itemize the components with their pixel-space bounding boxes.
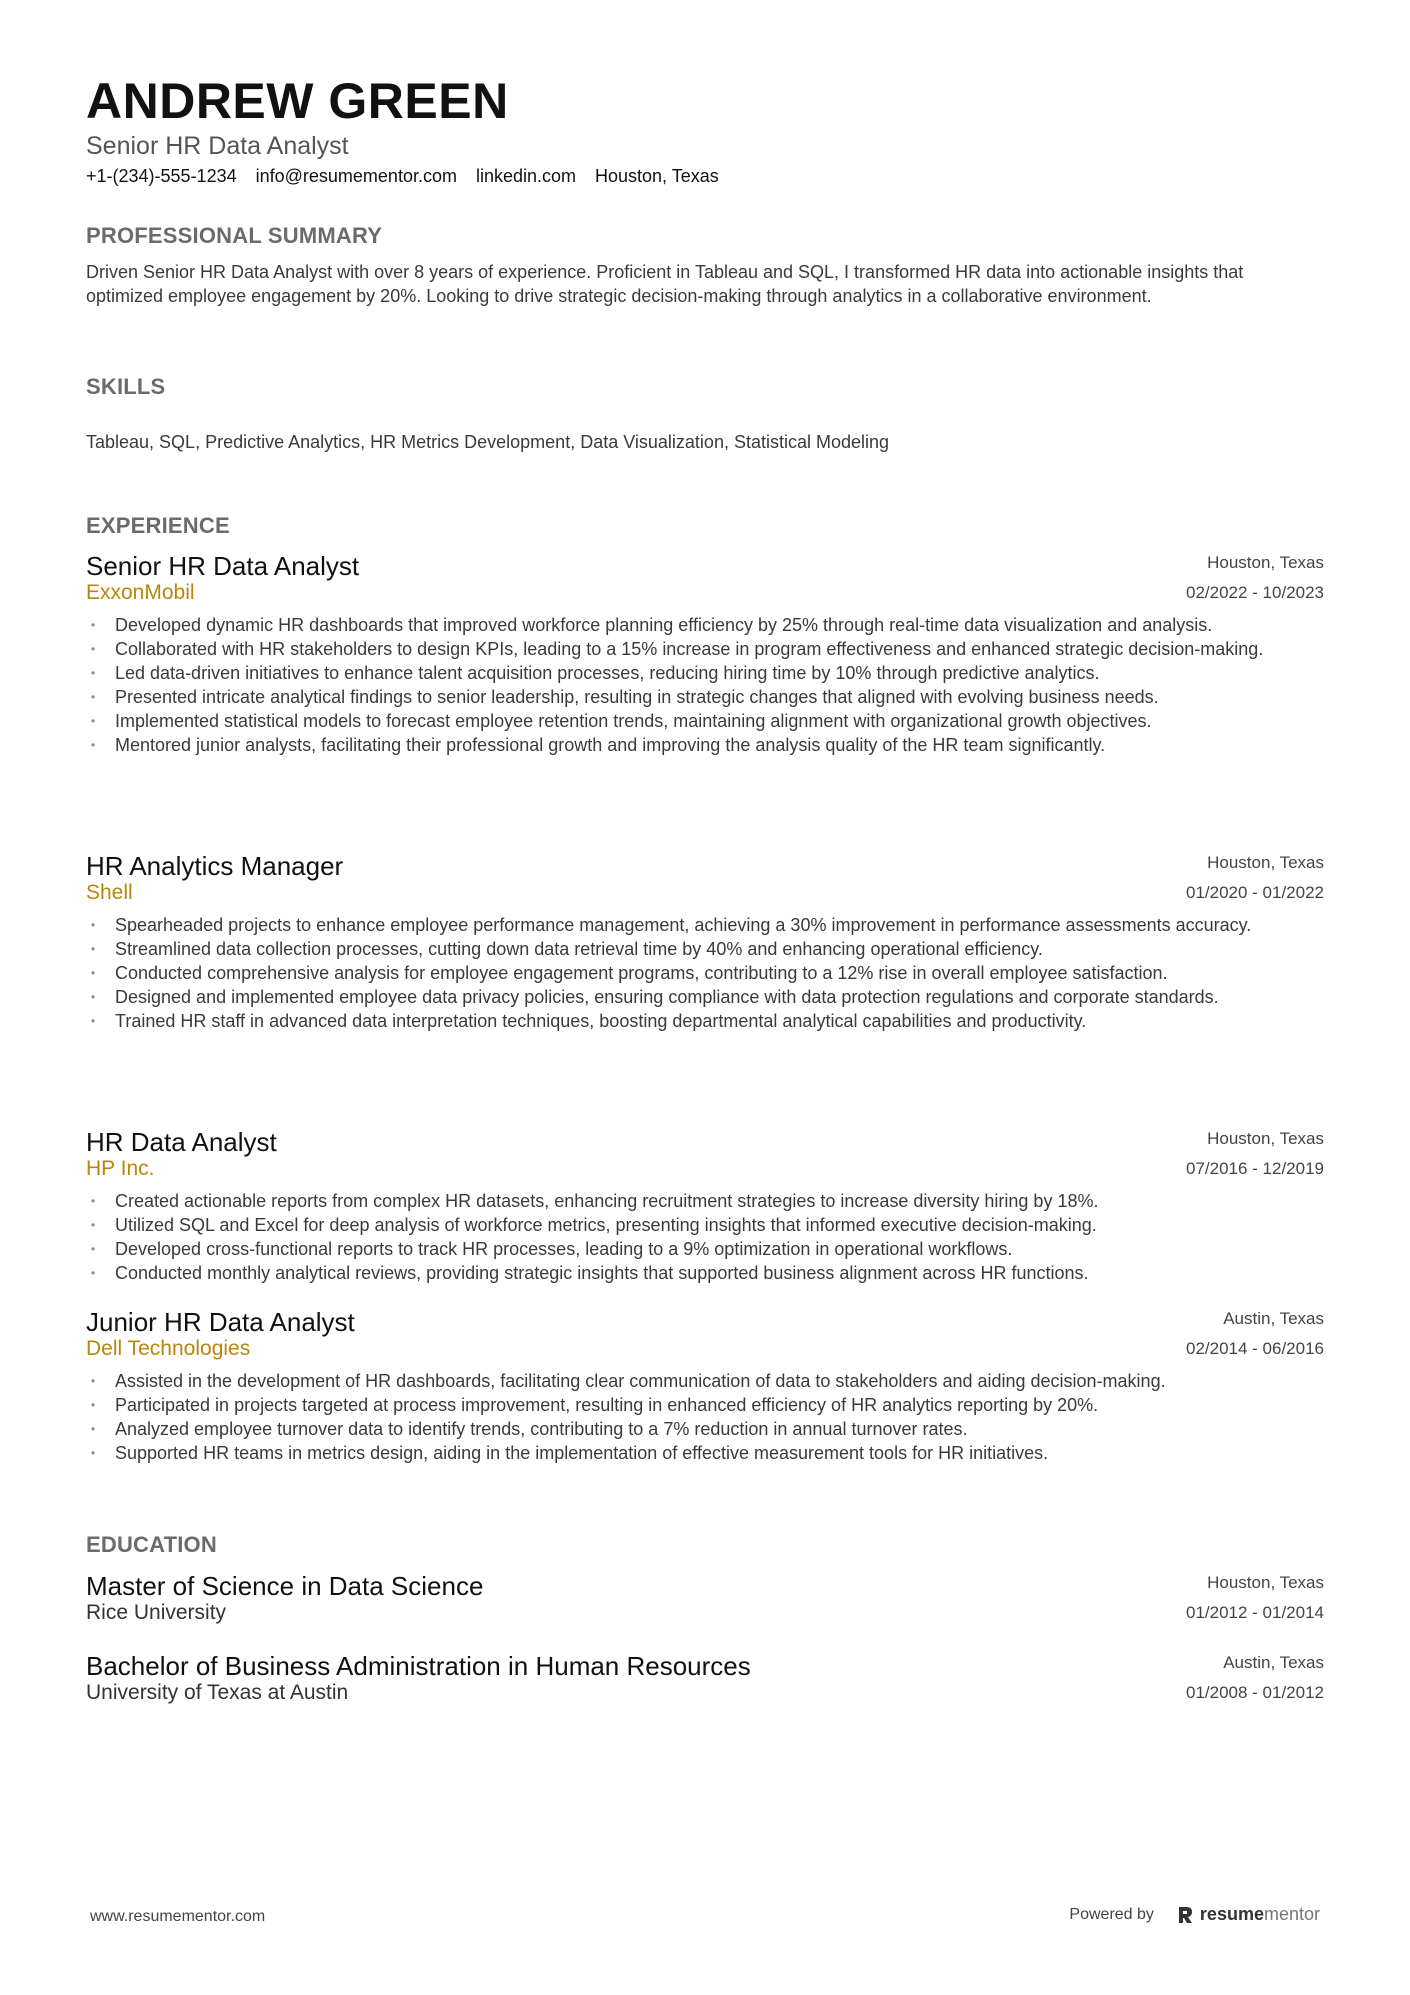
education-entry (86, 1651, 1324, 1709)
experience-heading: EXPERIENCE (86, 513, 230, 538)
job-bullets (86, 1189, 1324, 1285)
candidate-title: Senior HR Data Analyst (86, 132, 349, 160)
job-bullet: • Participated in projects targeted at process improvement, resulting in enhanced efficiency of HR analytics reporting by 20%. (86, 1393, 1324, 1417)
job-dates: 07/2016 - 12/2019 (1185, 1159, 1324, 1178)
job-bullet: • Mentored junior analysts, facilitating their professional growth and improving the analysis quality of the HR team significantly. (86, 733, 1324, 757)
skills-section (86, 374, 1324, 454)
powered-by-label: Powered by (1069, 1905, 1154, 1923)
brand-name-bold: resume (1199, 1904, 1264, 1924)
contact-linkedin[interactable]: linkedin.com (475, 166, 577, 186)
education-header (86, 1571, 1324, 1629)
education-entry (86, 1571, 1324, 1629)
job-bullet: • Trained HR staff in advanced data interpretation techniques, boosting departmental analytical capabilities and productivity. (86, 1009, 1324, 1033)
candidate-name: ANDREW GREEN (86, 73, 509, 129)
education-header (86, 1651, 1324, 1709)
job-bullet: • Conducted monthly analytical reviews, providing strategic insights that supported business alignment across HR functions. (86, 1261, 1324, 1285)
skills-text: Tableau, SQL, Predictive Analytics, HR Metrics Development, Data Visualization, Statistical Modeling (86, 432, 890, 452)
job-dates: 02/2014 - 06/2016 (1185, 1339, 1324, 1358)
education-location: Houston, Texas (1207, 1573, 1324, 1592)
job-location: Houston, Texas (1207, 1129, 1324, 1148)
job-bullets (86, 613, 1324, 757)
education-dates: 01/2008 - 01/2012 (1185, 1683, 1324, 1702)
education-dates: 01/2012 - 01/2014 (1185, 1603, 1324, 1622)
job-bullet: • Streamlined data collection processes, cutting down data retrieval time by 40% and enhancing operational efficiency. (86, 937, 1324, 961)
education-school: University of Texas at Austin (86, 1681, 349, 1704)
summary-heading: PROFESSIONAL SUMMARY (86, 223, 383, 248)
job-location: Houston, Texas (1207, 553, 1324, 572)
job-bullet: • Spearheaded projects to enhance employee performance management, achieving a 30% improvement in performance assessments accuracy. (86, 913, 1324, 937)
resumementor-logo-icon (1176, 1905, 1194, 1925)
footer-branding (1069, 1904, 1320, 1925)
job-bullet: • Implemented statistical models to forecast employee retention trends, maintaining alignment with organizational growth objectives. (86, 709, 1324, 733)
job-entry (86, 851, 1324, 1033)
footer-website[interactable]: www.resumementor.com (90, 1908, 266, 1925)
job-company: ExxonMobil (86, 581, 195, 604)
job-bullet: • Analyzed employee turnover data to identify trends, contributing to a 7% reduction in annual turnover rates. (86, 1417, 1324, 1441)
job-bullet: • Supported HR teams in metrics design, aiding in the implementation of effective measurement tools for HR initiatives. (86, 1441, 1324, 1465)
job-entry (86, 551, 1324, 757)
job-bullet: • Assisted in the development of HR dashboards, facilitating clear communication of data to stakeholders and aiding decision-making. (86, 1369, 1324, 1393)
contact-email[interactable]: info@resumementor.com (255, 166, 457, 186)
job-bullet: • Led data-driven initiatives to enhance talent acquisition processes, reducing hiring time by 10% through predictive analytics. (86, 661, 1324, 685)
summary-text: Driven Senior HR Data Analyst with over 8 years of experience. Proficient in Tableau and SQL, I transformed HR data into actionable insights that optimized employee engagement by 20%. Looking to drive strategic decision-making through analytics in a collaborative environment. (86, 262, 1244, 306)
education-location: Austin, Texas (1223, 1653, 1324, 1672)
job-company: Dell Technologies (86, 1337, 251, 1360)
education-degree: Master of Science in Data Science (86, 1571, 484, 1601)
job-entry (86, 1127, 1324, 1285)
job-company: HP Inc. (86, 1157, 155, 1180)
job-bullet: • Collaborated with HR stakeholders to design KPIs, leading to a 15% increase in program effectiveness and enhanced strategic decision-making. (86, 637, 1324, 661)
job-role: HR Analytics Manager (86, 851, 344, 881)
experience-section (86, 513, 1324, 539)
job-location: Houston, Texas (1207, 853, 1324, 872)
skills-heading: SKILLS (86, 374, 166, 399)
summary-section (86, 223, 1324, 308)
job-header (86, 851, 1324, 909)
job-role: Senior HR Data Analyst (86, 551, 360, 581)
contact-phone: +1-(234)-555-1234 (86, 166, 237, 186)
job-header (86, 1307, 1324, 1365)
job-bullet: • Designed and implemented employee data privacy policies, ensuring compliance with data protection regulations and corporate standards. (86, 985, 1324, 1009)
job-role: HR Data Analyst (86, 1127, 277, 1157)
brand-logo[interactable] (1176, 1904, 1320, 1925)
education-degree: Bachelor of Business Administration in Human Resources (86, 1651, 751, 1681)
education-school: Rice University (86, 1601, 227, 1624)
contact-location: Houston, Texas (595, 166, 719, 186)
job-role: Junior HR Data Analyst (86, 1307, 355, 1337)
brand-name-light: mentor (1263, 1904, 1320, 1924)
job-company: Shell (86, 881, 133, 904)
job-bullet: • Utilized SQL and Excel for deep analysis of workforce metrics, presenting insights that informed executive decision-making. (86, 1213, 1324, 1237)
job-bullet: • Created actionable reports from complex HR datasets, enhancing recruitment strategies to increase diversity hiring by 18%. (86, 1189, 1324, 1213)
job-bullets (86, 1369, 1324, 1465)
job-entry (86, 1307, 1324, 1465)
job-dates: 01/2020 - 01/2022 (1185, 883, 1324, 902)
job-header (86, 1127, 1324, 1185)
job-location: Austin, Texas (1223, 1309, 1324, 1328)
job-dates: 02/2022 - 10/2023 (1185, 583, 1324, 602)
job-header (86, 551, 1324, 609)
contact-line (86, 166, 719, 187)
job-bullet: • Developed dynamic HR dashboards that improved workforce planning efficiency by 25% through real-time data visualization and analysis. (86, 613, 1324, 637)
job-bullets (86, 913, 1324, 1033)
education-heading: EDUCATION (86, 1532, 217, 1557)
education-section (86, 1532, 1324, 1558)
job-bullet: • Presented intricate analytical findings to senior leadership, resulting in strategic changes that aligned with evolving business needs. (86, 685, 1324, 709)
job-bullet: • Conducted comprehensive analysis for employee engagement programs, contributing to a 12% rise in overall employee satisfaction. (86, 961, 1324, 985)
job-bullet: • Developed cross-functional reports to track HR processes, leading to a 9% optimization in operational workflows. (86, 1237, 1324, 1261)
